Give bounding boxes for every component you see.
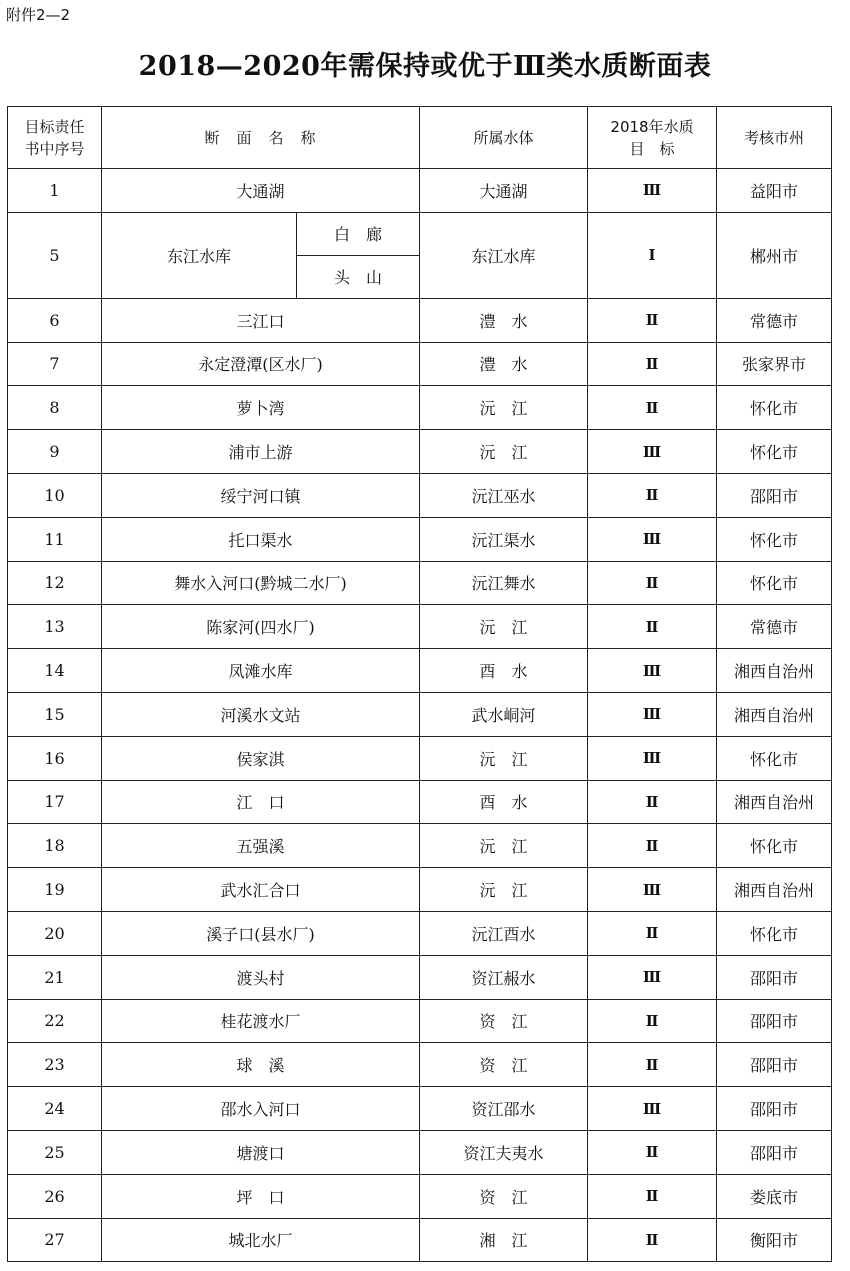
cell-water-body: 大通湖 <box>420 169 588 213</box>
cell-section-name: 桂花渡水厂 <box>102 999 420 1043</box>
cell-no: 14 <box>8 649 102 693</box>
cell-water-body: 沅 江 <box>420 824 588 868</box>
cell-city: 益阳市 <box>717 169 832 213</box>
cell-section-name: 邵水入河口 <box>102 1087 420 1131</box>
cell-water-body: 沅 江 <box>420 868 588 912</box>
attachment-label: 附件2—2 <box>6 6 71 24</box>
cell-city: 怀化市 <box>717 911 832 955</box>
cell-water-body: 资 江 <box>420 1043 588 1087</box>
cell-section-name: 坪 口 <box>102 1174 420 1218</box>
cell-city: 衡阳市 <box>717 1218 832 1262</box>
table-row <box>8 868 832 912</box>
cell-no: 19 <box>8 868 102 912</box>
cell-no: 26 <box>8 1174 102 1218</box>
cell-water-body: 资 江 <box>420 999 588 1043</box>
header-water-body: 所属水体 <box>420 107 588 169</box>
cell-grade: Ⅱ <box>588 605 717 649</box>
cell-water-body: 沅江渠水 <box>420 517 588 561</box>
cell-section-name: 陈家河(四水厂) <box>102 605 420 649</box>
table-row <box>8 1087 832 1131</box>
header-seq-no: 目标责任 书中序号 <box>8 107 102 169</box>
cell-sub-section-2: 头 山 <box>297 255 420 298</box>
table-row <box>8 1174 832 1218</box>
cell-no: 9 <box>8 430 102 474</box>
cell-grade: Ⅱ <box>588 298 717 342</box>
cell-water-body: 资 江 <box>420 1174 588 1218</box>
water-quality-table <box>7 106 832 1262</box>
table-row <box>8 430 832 474</box>
cell-no: 16 <box>8 736 102 780</box>
cell-water-body: 澧 水 <box>420 342 588 386</box>
cell-section-name: 渡头村 <box>102 955 420 999</box>
cell-city: 邵阳市 <box>717 1130 832 1174</box>
cell-section-name: 萝卜湾 <box>102 386 420 430</box>
table-row <box>8 212 832 255</box>
table-row <box>8 692 832 736</box>
table-row <box>8 1043 832 1087</box>
cell-city: 湘西自治州 <box>717 649 832 693</box>
cell-section-name: 侯家淇 <box>102 736 420 780</box>
cell-section-name: 凤滩水库 <box>102 649 420 693</box>
cell-grade: Ⅲ <box>588 430 717 474</box>
cell-section-name: 河溪水文站 <box>102 692 420 736</box>
cell-grade: Ⅱ <box>588 911 717 955</box>
table-row <box>8 605 832 649</box>
table-row <box>8 342 832 386</box>
cell-no: 6 <box>8 298 102 342</box>
cell-section-name: 大通湖 <box>102 169 420 213</box>
table-row <box>8 999 832 1043</box>
table-row <box>8 386 832 430</box>
cell-grade: Ⅲ <box>588 649 717 693</box>
cell-water-body: 资江夫夷水 <box>420 1130 588 1174</box>
cell-grade: Ⅱ <box>588 561 717 605</box>
cell-water-body: 沅 江 <box>420 430 588 474</box>
cell-water-body: 澧 水 <box>420 298 588 342</box>
cell-no: 13 <box>8 605 102 649</box>
cell-section-name: 永定澄潭(区水厂) <box>102 342 420 386</box>
cell-grade: Ⅱ <box>588 1218 717 1262</box>
cell-city: 张家界市 <box>717 342 832 386</box>
cell-no: 7 <box>8 342 102 386</box>
cell-grade: Ⅲ <box>588 169 717 213</box>
cell-city: 怀化市 <box>717 561 832 605</box>
cell-no: 11 <box>8 517 102 561</box>
cell-no: 17 <box>8 780 102 824</box>
cell-no: 15 <box>8 692 102 736</box>
cell-section-name: 塘渡口 <box>102 1130 420 1174</box>
cell-water-body: 东江水库 <box>420 212 588 298</box>
cell-no: 21 <box>8 955 102 999</box>
cell-grade: Ⅱ <box>588 386 717 430</box>
cell-section-name: 溪子口(县水厂) <box>102 911 420 955</box>
cell-city: 邵阳市 <box>717 1043 832 1087</box>
table-row <box>8 911 832 955</box>
cell-water-body: 沅 江 <box>420 736 588 780</box>
cell-grade: Ⅰ <box>588 212 717 298</box>
header-target-grade: 2018年水质 目 标 <box>588 107 717 169</box>
cell-no: 24 <box>8 1087 102 1131</box>
cell-no: 18 <box>8 824 102 868</box>
cell-water-body: 沅江酉水 <box>420 911 588 955</box>
cell-city: 常德市 <box>717 298 832 342</box>
cell-city: 邵阳市 <box>717 999 832 1043</box>
cell-grade: Ⅱ <box>588 824 717 868</box>
cell-grade: Ⅱ <box>588 1174 717 1218</box>
cell-city: 邵阳市 <box>717 1087 832 1131</box>
table-row <box>8 169 832 213</box>
cell-grade: Ⅲ <box>588 692 717 736</box>
cell-no: 23 <box>8 1043 102 1087</box>
cell-city: 邵阳市 <box>717 955 832 999</box>
cell-city: 怀化市 <box>717 430 832 474</box>
header-row <box>8 107 832 169</box>
cell-grade: Ⅱ <box>588 342 717 386</box>
cell-section-name: 托口渠水 <box>102 517 420 561</box>
cell-section-name: 江 口 <box>102 780 420 824</box>
cell-water-body: 沅 江 <box>420 605 588 649</box>
cell-city: 怀化市 <box>717 517 832 561</box>
cell-water-body: 资江邵水 <box>420 1087 588 1131</box>
cell-no: 12 <box>8 561 102 605</box>
cell-no: 10 <box>8 473 102 517</box>
cell-city: 湘西自治州 <box>717 692 832 736</box>
cell-city: 怀化市 <box>717 736 832 780</box>
table-row <box>8 649 832 693</box>
cell-city: 怀化市 <box>717 824 832 868</box>
table-row <box>8 298 832 342</box>
cell-city: 常德市 <box>717 605 832 649</box>
table-row <box>8 736 832 780</box>
cell-city: 湘西自治州 <box>717 868 832 912</box>
cell-city: 娄底市 <box>717 1174 832 1218</box>
cell-grade: Ⅲ <box>588 736 717 780</box>
cell-grade: Ⅲ <box>588 1087 717 1131</box>
cell-section-name: 五强溪 <box>102 824 420 868</box>
header-city: 考核市州 <box>717 107 832 169</box>
cell-grade: Ⅱ <box>588 1130 717 1174</box>
cell-section-name: 球 溪 <box>102 1043 420 1087</box>
cell-no: 20 <box>8 911 102 955</box>
table-row <box>8 1130 832 1174</box>
table-row <box>8 561 832 605</box>
cell-water-body: 沅江舞水 <box>420 561 588 605</box>
cell-no: 22 <box>8 999 102 1043</box>
cell-sub-section-1: 白 廊 <box>297 212 420 255</box>
cell-no: 5 <box>8 212 102 298</box>
cell-water-body: 酉 水 <box>420 649 588 693</box>
cell-city: 湘西自治州 <box>717 780 832 824</box>
cell-grade: Ⅱ <box>588 1043 717 1087</box>
cell-section-name: 浦市上游 <box>102 430 420 474</box>
table-row <box>8 1218 832 1262</box>
cell-section-name: 武水汇合口 <box>102 868 420 912</box>
cell-no: 25 <box>8 1130 102 1174</box>
cell-grade: Ⅱ <box>588 780 717 824</box>
cell-water-body: 武水峒河 <box>420 692 588 736</box>
cell-water-body: 沅 江 <box>420 386 588 430</box>
table-row <box>8 824 832 868</box>
cell-grade: Ⅲ <box>588 955 717 999</box>
cell-section-name: 绥宁河口镇 <box>102 473 420 517</box>
cell-water-body: 湘 江 <box>420 1218 588 1262</box>
table-row <box>8 780 832 824</box>
header-section-name: 断 面 名 称 <box>102 107 420 169</box>
cell-grade: Ⅲ <box>588 517 717 561</box>
cell-section-name: 舞水入河口(黔城二水厂) <box>102 561 420 605</box>
cell-section-name: 东江水库 <box>102 212 297 298</box>
cell-section-name: 三江口 <box>102 298 420 342</box>
table-row <box>8 955 832 999</box>
cell-water-body: 资江赧水 <box>420 955 588 999</box>
cell-city: 怀化市 <box>717 386 832 430</box>
cell-no: 27 <box>8 1218 102 1262</box>
cell-city: 邵阳市 <box>717 473 832 517</box>
cell-city: 郴州市 <box>717 212 832 298</box>
table-row <box>8 473 832 517</box>
cell-no: 1 <box>8 169 102 213</box>
cell-no: 8 <box>8 386 102 430</box>
cell-water-body: 沅江巫水 <box>420 473 588 517</box>
cell-grade: Ⅲ <box>588 868 717 912</box>
cell-water-body: 酉 水 <box>420 780 588 824</box>
cell-section-name: 城北水厂 <box>102 1218 420 1262</box>
cell-grade: Ⅱ <box>588 999 717 1043</box>
cell-grade: Ⅱ <box>588 473 717 517</box>
table-row <box>8 517 832 561</box>
page-title: 2018—2020年需保持或优于Ⅲ类水质断面表 <box>138 51 712 82</box>
